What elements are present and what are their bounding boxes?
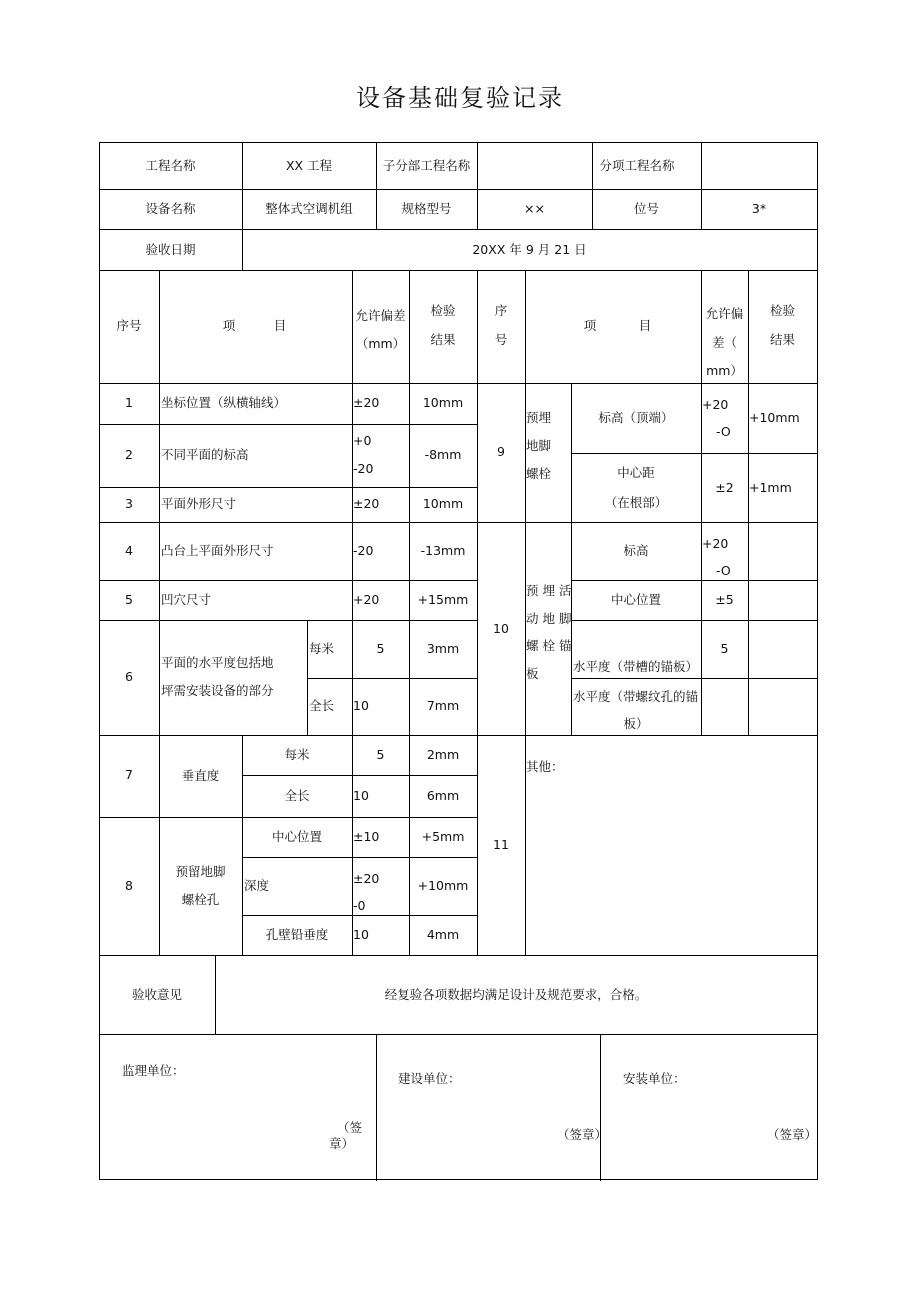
row-10-group-d: 板 <box>526 666 539 681</box>
grid-line-v <box>600 1034 601 1181</box>
row-8-sub-1: 中心位置 <box>271 829 322 844</box>
row-8-res-2: +10mm <box>417 878 469 893</box>
row-4-result: -13mm <box>420 543 466 558</box>
row-6-tol-1: 5 <box>376 641 385 656</box>
col-item-2: 目 <box>273 318 287 333</box>
col-result: 检验 <box>430 303 456 318</box>
row-7-res-2: 6mm <box>426 788 460 803</box>
row-7-no: 7 <box>125 767 133 782</box>
grid-line-v <box>376 1034 377 1181</box>
grid-line-h <box>99 735 818 736</box>
row-2-item: 不同平面的标高 <box>161 447 249 462</box>
row-4-tol: -20 <box>353 543 374 558</box>
spec-label: 规格型号 <box>401 201 452 216</box>
row-6-item-b: 坪需安装设备的部分 <box>161 683 274 698</box>
grid-line-h <box>99 580 478 581</box>
row-10-group-a: 预 埋 活 <box>526 583 572 598</box>
row-1-tol: ±20 <box>353 395 380 410</box>
row-10-group-b: 动 地 脚 <box>526 611 572 626</box>
grid-line-h <box>99 487 478 488</box>
row-4-item: 凸台上平面外形尺寸 <box>161 543 274 558</box>
col-seq: 序号 <box>116 318 142 333</box>
row-9-group-c: 螺栓 <box>526 466 552 481</box>
grid-line-h <box>99 620 478 621</box>
project-name-label: 工程名称 <box>145 158 196 173</box>
row-5-tol: +20 <box>353 592 380 607</box>
row-2-result: -8mm <box>424 447 462 462</box>
row-6-tol-2: 10 <box>353 698 369 713</box>
row-5-result: +15mm <box>417 592 469 607</box>
row-10-sub-2: 中心位置 <box>610 592 661 607</box>
row-8-res-3: 4mm <box>426 927 460 942</box>
row-10-tol-2: ±5 <box>715 592 734 607</box>
row-8-no: 8 <box>125 878 133 893</box>
row-10-no: 10 <box>493 621 509 636</box>
builder-label: 建设单位： <box>398 1071 461 1086</box>
col-tolerance-unit: （mm） <box>355 336 406 351</box>
grid-line-h <box>99 229 818 230</box>
row-1-result: 10mm <box>422 395 464 410</box>
date-label: 验收日期 <box>145 242 196 257</box>
grid-line-v <box>159 270 160 956</box>
row-9-res-1: +10mm <box>749 410 800 425</box>
row-2-tol-b: -20 <box>353 461 374 476</box>
row-9-no: 9 <box>497 444 505 459</box>
col-tolerance-right-3: mm） <box>706 363 743 378</box>
row-11-other: 其他： <box>526 759 564 774</box>
row-10-tol-1-a: +20 <box>702 536 729 551</box>
grid-line-h <box>99 955 818 956</box>
row-7-sub-1: 每米 <box>284 747 310 762</box>
project-name-value: XX 工程 <box>285 158 333 173</box>
grid-line-h <box>99 189 818 190</box>
supervisor-seal-b: 章） <box>329 1136 355 1151</box>
grid-line-h <box>99 522 818 523</box>
row-1-no: 1 <box>125 395 133 410</box>
supervisor-label: 监理单位： <box>122 1063 185 1078</box>
row-3-no: 3 <box>125 496 133 511</box>
item-project-label: 分项工程名称 <box>599 158 675 173</box>
col-item-right-2: 目 <box>638 318 652 333</box>
row-1-item: 坐标位置（纵横轴线） <box>161 395 287 410</box>
opinion-label: 验收意见 <box>131 987 182 1002</box>
col-result-right-2: 结果 <box>769 332 795 347</box>
page-title: 设备基础复验记录 <box>356 84 564 112</box>
row-9-res-2: +1mm <box>749 480 792 495</box>
grid-line-h <box>242 775 478 776</box>
row-7-item: 垂直度 <box>181 768 220 783</box>
row-8-item-a: 预留地脚 <box>175 864 226 879</box>
equipment-label: 设备名称 <box>145 201 196 216</box>
row-8-tol-2-b: -0 <box>353 898 366 913</box>
row-3-result: 10mm <box>422 496 464 511</box>
row-9-group-b: 地脚 <box>526 438 552 453</box>
row-11-no: 11 <box>493 837 509 852</box>
col-result-right: 检验 <box>769 303 795 318</box>
row-9-sub-2-a: 中心距 <box>617 465 655 480</box>
row-10-group-c: 螺 栓 锚 <box>526 638 572 653</box>
row-6-res-2: 7mm <box>426 698 460 713</box>
equipment-value: 整体式空调机组 <box>265 201 353 216</box>
col-tolerance-right: 允许偏 <box>705 306 744 321</box>
builder-seal: （签章） <box>557 1127 608 1142</box>
row-8-sub-3: 孔壁铅垂度 <box>265 927 329 942</box>
row-8-sub-2: 深度 <box>244 878 270 893</box>
row-10-sub-4-a: 水平度（带螺纹孔的锚 <box>573 689 699 704</box>
row-7-tol-2: 10 <box>353 788 369 803</box>
col-seq-right: 序 <box>494 303 508 318</box>
row-7-tol-1: 5 <box>376 747 385 762</box>
row-9-tol-1-a: +20 <box>702 397 729 412</box>
col-result-2: 结果 <box>430 332 456 347</box>
row-8-res-1: +5mm <box>421 829 465 844</box>
row-8-tol-2-a: ±20 <box>353 871 380 886</box>
row-2-no: 2 <box>125 447 133 462</box>
installer-seal: （签章） <box>767 1127 818 1142</box>
row-9-sub-2-b: （在根部） <box>604 495 668 510</box>
row-9-tol-2: ±2 <box>715 480 734 495</box>
row-10-sub-3: 水平度（带槽的锚板） <box>573 659 699 674</box>
opinion-text: 经复验各项数据均满足设计及规范要求，合格。 <box>384 987 648 1002</box>
col-item: 项 <box>222 318 236 333</box>
row-6-sub-2: 全长 <box>309 698 335 713</box>
grid-line-h <box>571 620 818 621</box>
col-tolerance: 允许偏差 <box>355 308 406 323</box>
col-tolerance-right-2: 差（ <box>711 335 737 350</box>
supervisor-seal-a: （签 <box>337 1120 363 1135</box>
row-3-item: 平面外形尺寸 <box>161 496 237 511</box>
row-10-sub-4-b: 板） <box>623 716 649 731</box>
spec-value: ×× <box>524 201 545 216</box>
date-value: 20XX 年 9 月 21 日 <box>472 242 587 257</box>
row-9-group-a: 预埋 <box>526 410 552 425</box>
position-label: 位号 <box>633 201 659 216</box>
row-6-res-1: 3mm <box>426 641 460 656</box>
row-7-sub-2: 全长 <box>284 788 310 803</box>
row-5-no: 5 <box>125 592 133 607</box>
row-10-tol-1-b: -O <box>716 563 731 578</box>
row-2-tol-a: +0 <box>353 433 372 448</box>
position-value: 3* <box>751 201 767 216</box>
grid-line-v <box>307 620 308 736</box>
grid-line-h <box>99 817 478 818</box>
grid-line-h <box>571 453 818 454</box>
row-9-tol-1-b: -O <box>716 424 731 439</box>
row-4-no: 4 <box>125 543 133 558</box>
grid-line-h <box>307 678 478 679</box>
installer-label: 安装单位： <box>623 1071 686 1086</box>
row-10-tol-3: 5 <box>720 641 729 656</box>
row-7-res-1: 2mm <box>426 747 460 762</box>
row-6-item-a: 平面的水平度包括地 <box>161 655 274 670</box>
row-8-item-b: 螺栓孔 <box>181 892 220 907</box>
grid-line-h <box>99 1034 818 1035</box>
row-10-sub-1: 标高 <box>623 543 649 558</box>
row-8-tol-1: ±10 <box>353 829 380 844</box>
row-5-item: 凹穴尺寸 <box>161 592 212 607</box>
row-3-tol: ±20 <box>353 496 380 511</box>
grid-line-h <box>99 424 478 425</box>
grid-line-h <box>99 270 818 271</box>
row-6-no: 6 <box>125 669 133 684</box>
sub-division-label: 子分部工程名称 <box>382 158 471 173</box>
grid-line-h <box>242 857 478 858</box>
row-9-sub-1: 标高（顶端） <box>598 410 674 425</box>
col-seq-right-2: 号 <box>494 332 508 347</box>
col-item-right: 项 <box>583 318 597 333</box>
row-6-sub-1: 每米 <box>309 641 335 656</box>
row-8-tol-3: 10 <box>353 927 369 942</box>
grid-line-h <box>571 580 818 581</box>
